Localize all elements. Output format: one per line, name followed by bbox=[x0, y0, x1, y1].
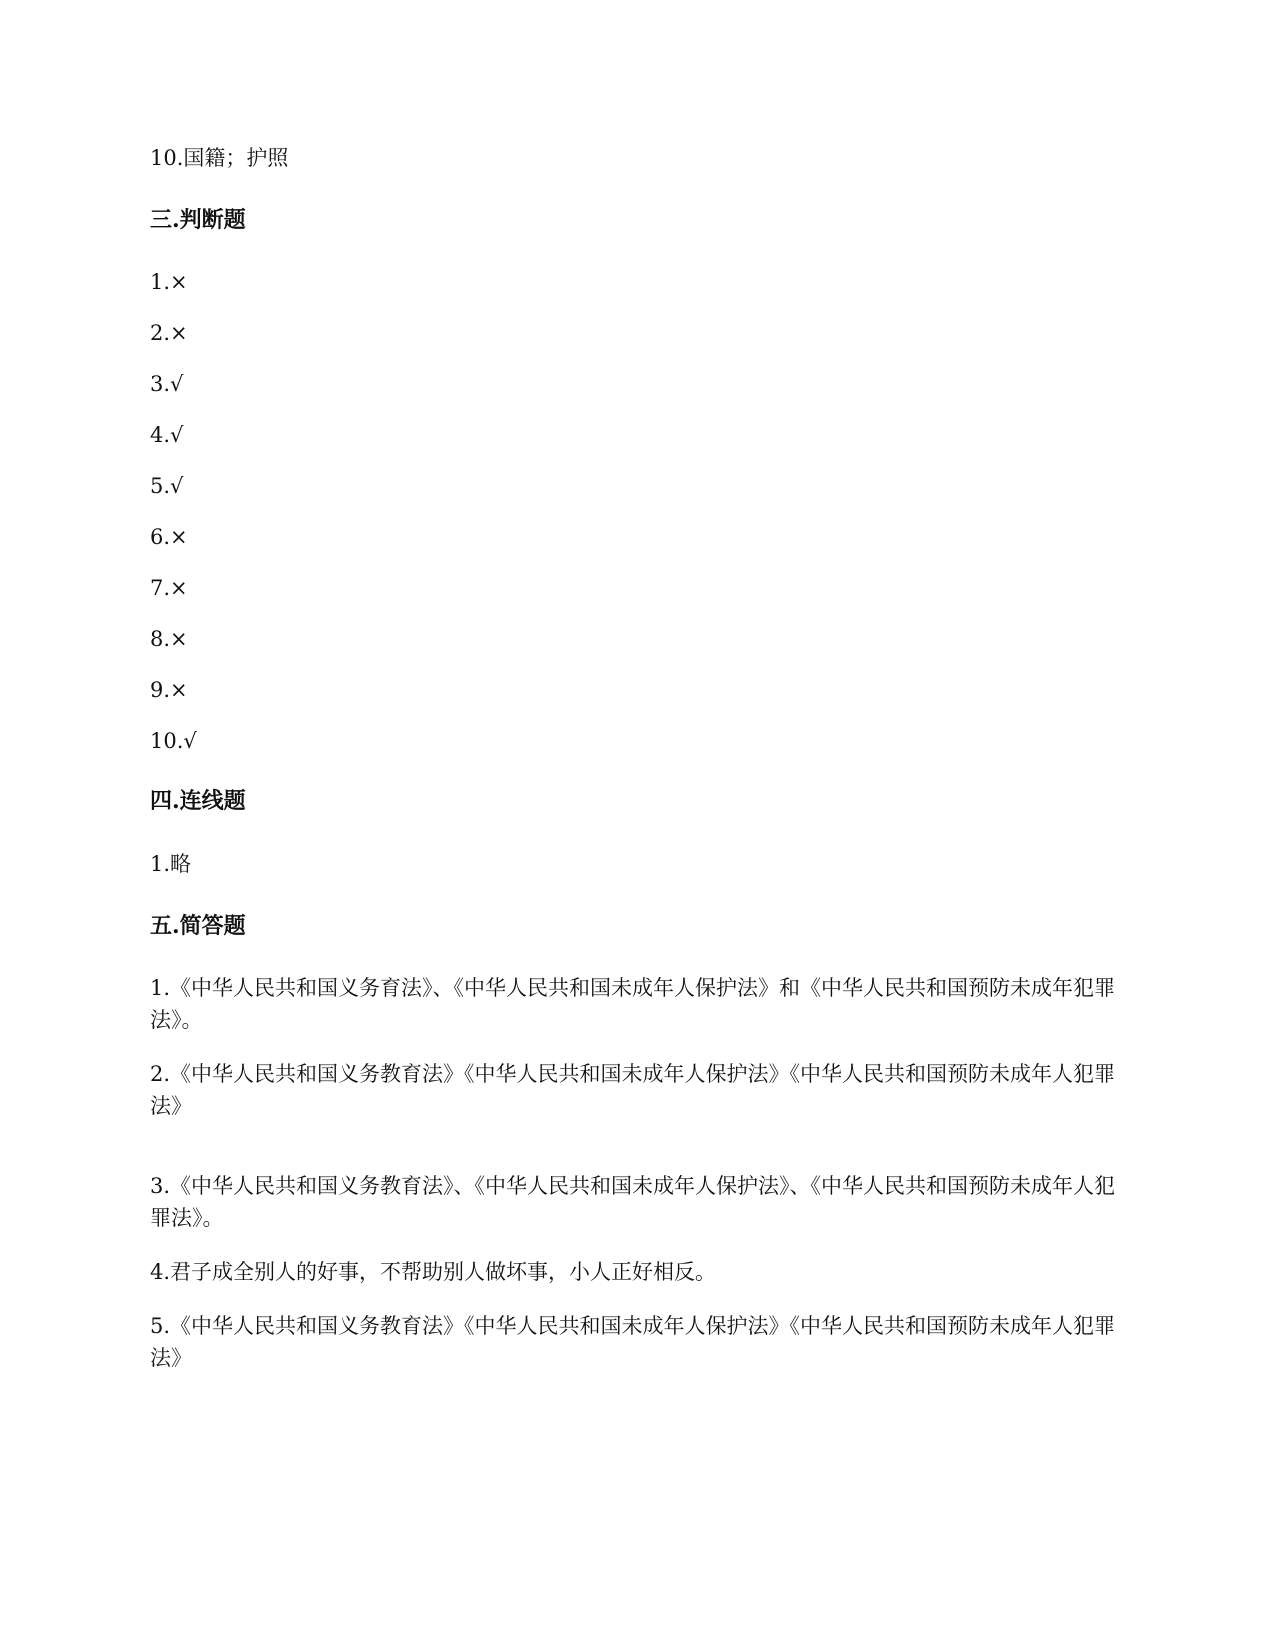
judgement-answer-4: 4.√ bbox=[150, 423, 184, 447]
judgement-answer-7: 7.× bbox=[150, 576, 188, 600]
judgement-answer-9: 9.× bbox=[150, 678, 188, 702]
section-3-heading: 三.判断题 bbox=[150, 207, 246, 233]
judgement-answer-3: 3.√ bbox=[150, 372, 184, 396]
document-page bbox=[150, 0, 1125, 1650]
short-answer-5: 5.《中华人民共和国义务教育法》《中华人民共和国未成年人保护法》《中华人民共和国预防未成年人犯罪法》 bbox=[150, 1314, 1116, 1370]
section-5-heading: 五.简答题 bbox=[150, 913, 246, 939]
short-answer-3: 3.《中华人民共和国义务教育法》、《中华人民共和国未成年人保护法》、《中华人民共和国预防未成年人犯罪法》。 bbox=[150, 1174, 1116, 1230]
judgement-answer-10: 10.√ bbox=[150, 729, 197, 753]
fill-in-answer-10: 10.国籍；护照 bbox=[150, 146, 289, 170]
judgement-answer-2: 2.× bbox=[150, 321, 188, 345]
judgement-answer-5: 5.√ bbox=[150, 474, 184, 498]
short-answer-4: 4.君子成全别人的好事，不帮助别人做坏事，小人正好相反。 bbox=[150, 1260, 717, 1284]
judgement-answer-8: 8.× bbox=[150, 627, 188, 651]
section-4-heading: 四.连线题 bbox=[150, 788, 246, 814]
judgement-answer-1: 1.× bbox=[150, 270, 188, 294]
short-answer-1: 1.《中华人民共和国义务育法》、《中华人民共和国未成年人保护法》和《中华人民共和国预防未成年犯罪法》。 bbox=[150, 976, 1116, 1032]
judgement-answer-6: 6.× bbox=[150, 525, 188, 549]
short-answer-2: 2.《中华人民共和国义务教育法》《中华人民共和国未成年人保护法》《中华人民共和国预防未成年人犯罪法》 bbox=[150, 1062, 1116, 1118]
matching-answer-1: 1.略 bbox=[150, 852, 192, 876]
